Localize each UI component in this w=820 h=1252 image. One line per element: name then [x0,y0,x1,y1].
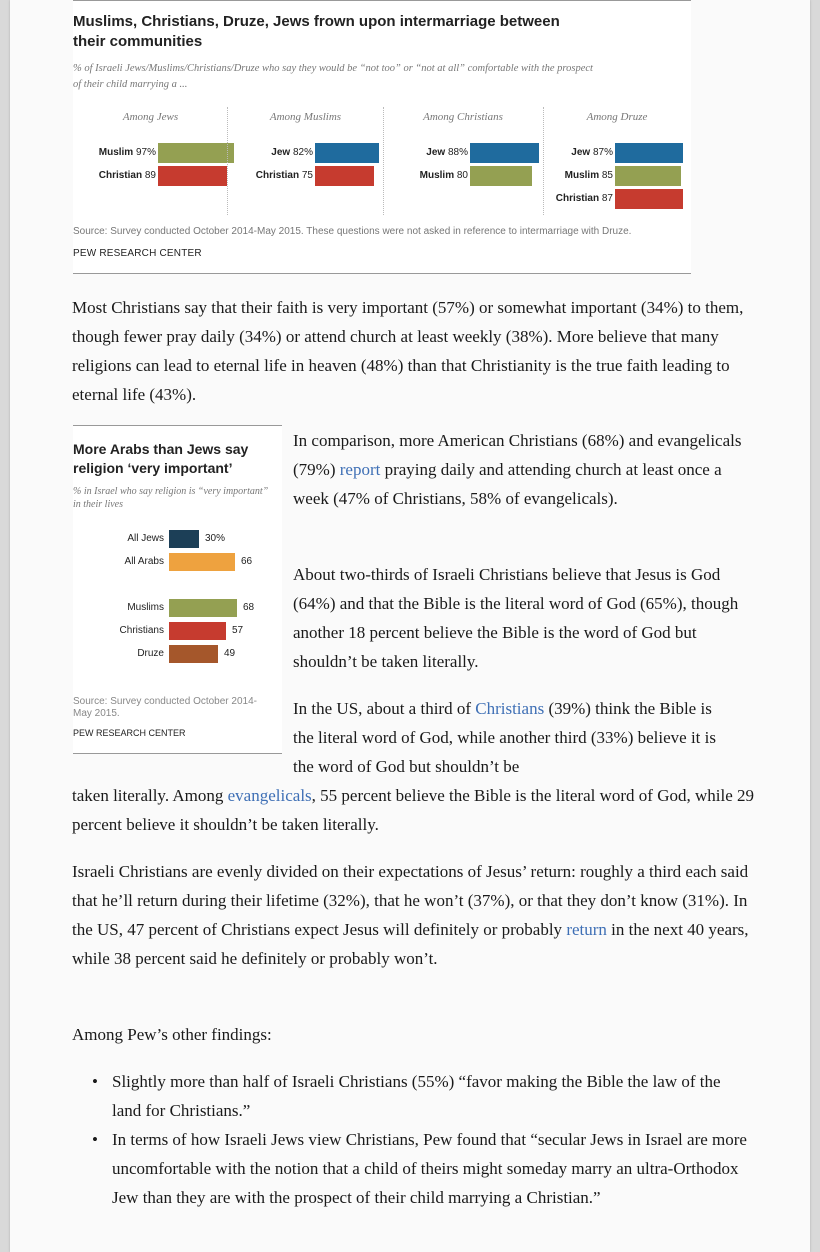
bar-label: Muslim 85 [564,170,613,181]
bar-label: Jew 87% [571,147,613,158]
bar [169,622,226,640]
bar-label: Jew 88% [426,147,468,158]
bar [615,166,681,186]
bar [169,553,235,571]
bar [470,166,532,186]
bar-value: 68 [243,602,255,613]
return-link[interactable]: return [566,920,607,939]
bullet: • [92,1072,98,1091]
paragraph: Israeli Christians are evenly divided on their expectations of Jesus’ return: roughly a third each said that he’ll return during their lifetime (32%), that he won’t (37%), or that they don’t know (31%). In the US, 47 percent of Christians expect Jesus will definitely or probably return in the next 40 years, while 38 percent said he definitely or probably won’t. [72,862,749,968]
panel-among-muslims [228,107,383,217]
chart-title: Muslims, Christians, Druze, Jews frown upon intermarriage between their communities [73,13,560,50]
paragraph: taken literally. Among evangelicals, 55 percent believe the Bible is the literal word of God, while 29 percent believe it shouldn’t be taken literally. [72,786,755,834]
bar [615,143,683,163]
bar-value: 75 [301,170,313,181]
chart-source: Source: Survey conducted October 2014-May 2015. [73,696,257,719]
report-link[interactable]: report [339,460,381,479]
list-item: • In terms of how Israeli Jews view Christians, Pew found that “secular Jews in Israel are more uncomfortable with the notion that a child of theirs might someday marry an ultra-Orthodox Jew than they are with the prospect of their child marrying a Christian.” [72,1125,752,1212]
bar-value: 87 [601,193,613,204]
chart-subtitle: % of Israeli Jews/Muslims/Christians/Druze who say they would be “not too” or “not at all” comfortable with the prospect of their child marrying a ... [73,63,593,90]
bar-value: 49 [224,648,236,659]
bar-row [73,598,282,618]
bar-value: 57 [232,625,244,636]
bar [169,645,218,663]
paragraph: About two-thirds of Israeli Christians believe that Jesus is God (64%) and that the Bible is the literal word of God (65%), though another 18 percent believe the Bible is the word of God but shouldn’t be taken literally. [293,565,739,671]
list-item: • Slightly more than half of Israeli Christians (55%) “favor making the Bible the law of the land for Christians.” [72,1067,752,1125]
bar-row [73,529,282,549]
bar-label: All Jews [127,533,164,544]
bar [315,166,374,186]
bar [470,143,539,163]
bar-label: Christians [119,625,164,636]
bar-label: Muslim 80 [419,170,468,181]
findings-list [72,1067,752,1212]
paragraph: In the US, about a third of Christians (39%) think the Bible is the literal word of God, while another third (33%) believe it is the word of God but shouldn’t be [293,699,716,776]
bar-label: Muslim 97% [98,147,156,158]
panel-title: Among Druze [586,111,648,123]
chart-credit: PEW RESEARCH CENTER [73,728,186,738]
panel-among-jews [73,107,228,217]
paragraph: Most Christians say that their faith is very important (57%) or somewhat important (34%) to them, though fewer pray daily (34%) or attend church at least weekly (38%). More believe that many religions can lead to eternal life in heaven (48%) than that Christianity is the true faith leading to eternal life (43%). [72,298,744,404]
bar-value: 89 [144,170,156,181]
religion-importance-chart [73,425,282,754]
paragraph: In comparison, more American Christians (68%) and evangelicals (79%) report praying daily and attending church at least once a week (47% of Christians, 58% of evangelicals). [293,431,742,508]
bar [169,530,199,548]
bar-value: 97% [135,147,156,158]
bar [158,143,234,163]
bullet: • [92,1130,98,1149]
bar [169,599,237,617]
bar-value: 82% [292,147,313,158]
bar [158,166,227,186]
bar-row [73,621,282,641]
bar-label: Druze [137,648,164,659]
panel-among-christians [383,107,543,217]
panel-title: Among Christians [423,111,503,123]
chart-title: More Arabs than Jews say religion ‘very important’ [73,441,249,476]
bar-row [73,552,282,572]
article-page [10,0,810,1252]
panel-among-druze [543,107,691,217]
panel-title: Among Muslims [269,111,342,123]
bar-value: 80 [456,170,468,181]
christians-link[interactable]: Christians [475,699,545,718]
chart-subtitle: % in Israel who say religion is “very important” in their lives [73,486,269,510]
chart-source: Source: Survey conducted October 2014-May 2015. These questions were not asked in reference to intermarriage with Druze. [73,226,632,237]
bar [615,189,683,209]
bar-value: 66 [241,556,253,567]
bar [315,143,379,163]
paragraph: Among Pew’s other findings: [72,1025,272,1044]
bar-value: 87% [592,147,613,158]
bar-label: Jew 82% [271,147,313,158]
bar-label: Christian 89 [98,170,156,181]
bar-row [73,644,282,664]
bar-value: 88% [447,147,468,158]
bar-label: All Arabs [124,556,164,567]
bar-value: 85 [601,170,613,181]
bar-label: Christian 75 [255,170,313,181]
bar-label: Christian 87 [555,193,613,204]
intermarriage-chart [73,0,691,274]
panel-title: Among Jews [122,111,179,123]
evangelicals-link[interactable]: evangelicals [227,786,312,805]
bar-label: Muslims [127,602,164,613]
chart-credit: PEW RESEARCH CENTER [73,248,202,259]
bar-value: 30% [205,533,226,544]
